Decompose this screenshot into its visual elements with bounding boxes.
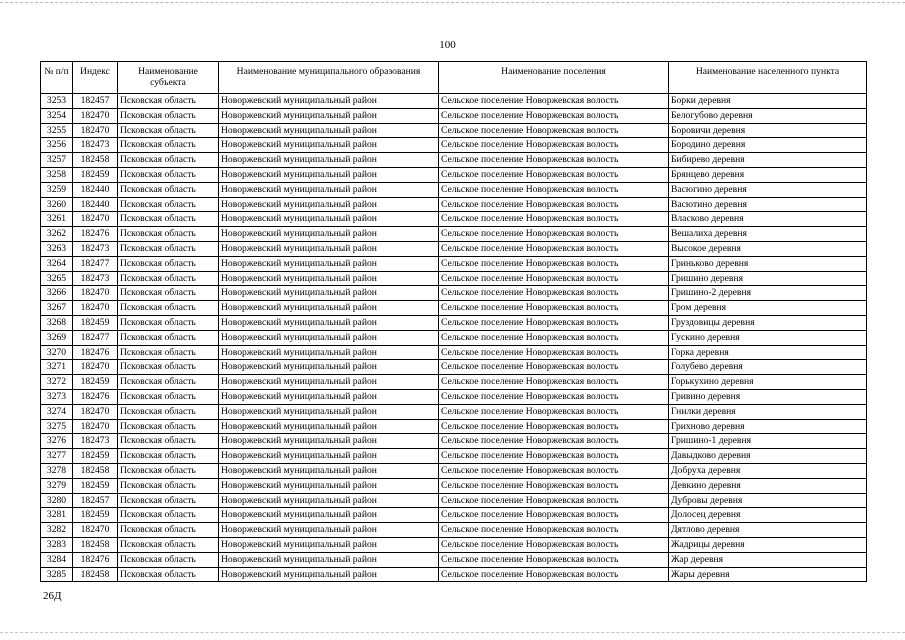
cell-municipality: Новоржевский муниципальный район: [219, 508, 439, 523]
cell-locality: Васютино деревня: [669, 197, 867, 212]
cell-locality: Гришино-2 деревня: [669, 286, 867, 301]
cell-subject: Псковская область: [118, 419, 219, 434]
table-row: [41, 389, 867, 404]
cell-locality: Жадрицы деревня: [669, 537, 867, 552]
cell-settlement: Сельское поселение Новоржевская волость: [439, 197, 669, 212]
cell-index: 182459: [73, 449, 118, 464]
table-row: [41, 212, 867, 227]
table-row: [41, 197, 867, 212]
table-row: [41, 419, 867, 434]
table-row: [41, 286, 867, 301]
cell-municipality: Новоржевский муниципальный район: [219, 138, 439, 153]
cell-subject: Псковская область: [118, 197, 219, 212]
cell-settlement: Сельское поселение Новоржевская волость: [439, 360, 669, 375]
table-row: [41, 523, 867, 538]
cell-settlement: Сельское поселение Новоржевская волость: [439, 449, 669, 464]
table-row: [41, 241, 867, 256]
cell-num: 3267: [41, 301, 73, 316]
cell-subject: Псковская область: [118, 523, 219, 538]
table-row: [41, 123, 867, 138]
table-row: [41, 315, 867, 330]
cell-index: 182458: [73, 153, 118, 168]
table-row: [41, 508, 867, 523]
cell-index: 182459: [73, 315, 118, 330]
cell-num: 3254: [41, 108, 73, 123]
cell-subject: Псковская область: [118, 108, 219, 123]
cell-subject: Псковская область: [118, 463, 219, 478]
cell-num: 3279: [41, 478, 73, 493]
cell-subject: Псковская область: [118, 404, 219, 419]
cell-locality: Жар деревня: [669, 552, 867, 567]
cell-settlement: Сельское поселение Новоржевская волость: [439, 345, 669, 360]
cell-locality: Гром деревня: [669, 301, 867, 316]
cell-num: 3276: [41, 434, 73, 449]
cell-settlement: Сельское поселение Новоржевская волость: [439, 94, 669, 109]
scan-edge-bottom: [0, 632, 905, 633]
cell-num: 3258: [41, 167, 73, 182]
cell-locality: Груздовицы деревня: [669, 315, 867, 330]
cell-subject: Псковская область: [118, 227, 219, 242]
header-settlement: Наименование поселения: [439, 62, 669, 94]
cell-municipality: Новоржевский муниципальный район: [219, 315, 439, 330]
table-row: [41, 182, 867, 197]
cell-municipality: Новоржевский муниципальный район: [219, 523, 439, 538]
cell-locality: Горка деревня: [669, 345, 867, 360]
cell-locality: Гришино деревня: [669, 271, 867, 286]
cell-settlement: Сельское поселение Новоржевская волость: [439, 286, 669, 301]
cell-locality: Долосец деревня: [669, 508, 867, 523]
cell-settlement: Сельское поселение Новоржевская волость: [439, 375, 669, 390]
header-num: № п/п: [41, 62, 73, 94]
cell-municipality: Новоржевский муниципальный район: [219, 227, 439, 242]
cell-subject: Псковская область: [118, 301, 219, 316]
cell-settlement: Сельское поселение Новоржевская волость: [439, 463, 669, 478]
table-row: [41, 360, 867, 375]
cell-index: 182440: [73, 197, 118, 212]
header-subject: Наименование субъекта: [118, 62, 219, 94]
cell-index: 182473: [73, 138, 118, 153]
cell-num: 3265: [41, 271, 73, 286]
cell-settlement: Сельское поселение Новоржевская волость: [439, 508, 669, 523]
cell-settlement: Сельское поселение Новоржевская волость: [439, 434, 669, 449]
cell-settlement: Сельское поселение Новоржевская волость: [439, 153, 669, 168]
cell-settlement: Сельское поселение Новоржевская волость: [439, 478, 669, 493]
cell-subject: Псковская область: [118, 123, 219, 138]
cell-municipality: Новоржевский муниципальный район: [219, 478, 439, 493]
cell-settlement: Сельское поселение Новоржевская волость: [439, 552, 669, 567]
cell-index: 182458: [73, 537, 118, 552]
cell-index: 182457: [73, 94, 118, 109]
cell-index: 182470: [73, 212, 118, 227]
table-header-row: [41, 62, 867, 94]
header-index: Индекс: [73, 62, 118, 94]
cell-num: 3271: [41, 360, 73, 375]
cell-subject: Псковская область: [118, 286, 219, 301]
cell-index: 182458: [73, 567, 118, 582]
cell-locality: Брянцево деревня: [669, 167, 867, 182]
cell-municipality: Новоржевский муниципальный район: [219, 330, 439, 345]
cell-settlement: Сельское поселение Новоржевская волость: [439, 389, 669, 404]
cell-index: 182473: [73, 241, 118, 256]
cell-municipality: Новоржевский муниципальный район: [219, 153, 439, 168]
cell-subject: Псковская область: [118, 138, 219, 153]
cell-settlement: Сельское поселение Новоржевская волость: [439, 167, 669, 182]
cell-locality: Высокое деревня: [669, 241, 867, 256]
cell-subject: Псковская область: [118, 167, 219, 182]
cell-subject: Псковская область: [118, 449, 219, 464]
cell-index: 182473: [73, 434, 118, 449]
cell-municipality: Новоржевский муниципальный район: [219, 271, 439, 286]
localities-table: [40, 61, 867, 582]
cell-index: 182470: [73, 523, 118, 538]
cell-subject: Псковская область: [118, 508, 219, 523]
cell-municipality: Новоржевский муниципальный район: [219, 123, 439, 138]
table-row: [41, 463, 867, 478]
cell-municipality: Новоржевский муниципальный район: [219, 345, 439, 360]
table-row: [41, 94, 867, 109]
cell-index: 182459: [73, 375, 118, 390]
cell-locality: Горькухино деревня: [669, 375, 867, 390]
cell-municipality: Новоржевский муниципальный район: [219, 108, 439, 123]
cell-settlement: Сельское поселение Новоржевская волость: [439, 567, 669, 582]
cell-locality: Гришино-1 деревня: [669, 434, 867, 449]
cell-index: 182476: [73, 552, 118, 567]
cell-subject: Псковская область: [118, 389, 219, 404]
cell-subject: Псковская область: [118, 182, 219, 197]
page-number: 100: [439, 39, 456, 51]
cell-subject: Псковская область: [118, 330, 219, 345]
cell-locality: Вешалиха деревня: [669, 227, 867, 242]
cell-num: 3264: [41, 256, 73, 271]
cell-locality: Давыдково деревня: [669, 449, 867, 464]
table-row: [41, 227, 867, 242]
cell-locality: Борки деревня: [669, 94, 867, 109]
cell-num: 3285: [41, 567, 73, 582]
cell-num: 3256: [41, 138, 73, 153]
cell-municipality: Новоржевский муниципальный район: [219, 463, 439, 478]
cell-num: 3278: [41, 463, 73, 478]
cell-index: 182470: [73, 404, 118, 419]
cell-settlement: Сельское поселение Новоржевская волость: [439, 330, 669, 345]
cell-index: 182457: [73, 493, 118, 508]
cell-locality: Власково деревня: [669, 212, 867, 227]
cell-subject: Псковская область: [118, 567, 219, 582]
cell-num: 3277: [41, 449, 73, 464]
cell-subject: Псковская область: [118, 360, 219, 375]
cell-settlement: Сельское поселение Новоржевская волость: [439, 138, 669, 153]
cell-index: 182470: [73, 108, 118, 123]
cell-municipality: Новоржевский муниципальный район: [219, 182, 439, 197]
cell-subject: Псковская область: [118, 537, 219, 552]
header-municipality: Наименование муниципального образования: [219, 62, 439, 94]
cell-locality: Девкино деревня: [669, 478, 867, 493]
cell-municipality: Новоржевский муниципальный район: [219, 537, 439, 552]
cell-index: 182470: [73, 301, 118, 316]
cell-subject: Псковская область: [118, 256, 219, 271]
cell-subject: Псковская область: [118, 434, 219, 449]
cell-num: 3261: [41, 212, 73, 227]
cell-num: 3268: [41, 315, 73, 330]
cell-settlement: Сельское поселение Новоржевская волость: [439, 523, 669, 538]
cell-locality: Боровичи деревня: [669, 123, 867, 138]
cell-locality: Голубево деревня: [669, 360, 867, 375]
cell-index: 182476: [73, 345, 118, 360]
cell-municipality: Новоржевский муниципальный район: [219, 256, 439, 271]
cell-municipality: Новоржевский муниципальный район: [219, 241, 439, 256]
table-row: [41, 256, 867, 271]
table-row: [41, 167, 867, 182]
table-row: [41, 330, 867, 345]
cell-subject: Псковская область: [118, 315, 219, 330]
cell-index: 182440: [73, 182, 118, 197]
cell-settlement: Сельское поселение Новоржевская волость: [439, 108, 669, 123]
table-row: [41, 271, 867, 286]
cell-settlement: Сельское поселение Новоржевская волость: [439, 537, 669, 552]
cell-num: 3253: [41, 94, 73, 109]
table-row: [41, 301, 867, 316]
cell-locality: Гускино деревня: [669, 330, 867, 345]
cell-num: 3280: [41, 493, 73, 508]
cell-index: 182476: [73, 389, 118, 404]
table-row: [41, 345, 867, 360]
cell-subject: Псковская область: [118, 153, 219, 168]
cell-settlement: Сельское поселение Новоржевская волость: [439, 227, 669, 242]
cell-subject: Псковская область: [118, 375, 219, 390]
cell-index: 182476: [73, 227, 118, 242]
cell-index: 182470: [73, 360, 118, 375]
cell-index: 182459: [73, 478, 118, 493]
table-row: [41, 108, 867, 123]
table-row: [41, 153, 867, 168]
cell-settlement: Сельское поселение Новоржевская волость: [439, 212, 669, 227]
cell-num: 3262: [41, 227, 73, 242]
table-row: [41, 552, 867, 567]
cell-locality: Дубровы деревня: [669, 493, 867, 508]
cell-num: 3274: [41, 404, 73, 419]
table-body: [41, 94, 867, 582]
cell-municipality: Новоржевский муниципальный район: [219, 167, 439, 182]
header-locality: Наименование населенного пункта: [669, 62, 867, 94]
cell-municipality: Новоржевский муниципальный район: [219, 449, 439, 464]
cell-locality: Бибирево деревня: [669, 153, 867, 168]
cell-index: 182470: [73, 123, 118, 138]
cell-municipality: Новоржевский муниципальный район: [219, 567, 439, 582]
cell-settlement: Сельское поселение Новоржевская волость: [439, 404, 669, 419]
cell-municipality: Новоржевский муниципальный район: [219, 286, 439, 301]
cell-index: 182473: [73, 271, 118, 286]
cell-municipality: Новоржевский муниципальный район: [219, 375, 439, 390]
cell-subject: Псковская область: [118, 552, 219, 567]
cell-num: 3272: [41, 375, 73, 390]
cell-municipality: Новоржевский муниципальный район: [219, 212, 439, 227]
cell-num: 3283: [41, 537, 73, 552]
cell-index: 182477: [73, 256, 118, 271]
cell-subject: Псковская область: [118, 271, 219, 286]
table-row: [41, 449, 867, 464]
cell-municipality: Новоржевский муниципальный район: [219, 360, 439, 375]
cell-locality: Дятлово деревня: [669, 523, 867, 538]
cell-index: 182458: [73, 463, 118, 478]
cell-settlement: Сельское поселение Новоржевская волость: [439, 241, 669, 256]
cell-num: 3259: [41, 182, 73, 197]
cell-num: 3269: [41, 330, 73, 345]
cell-municipality: Новоржевский муниципальный район: [219, 552, 439, 567]
cell-subject: Псковская область: [118, 345, 219, 360]
cell-locality: Добруха деревня: [669, 463, 867, 478]
cell-settlement: Сельское поселение Новоржевская волость: [439, 301, 669, 316]
cell-settlement: Сельское поселение Новоржевская волость: [439, 123, 669, 138]
cell-subject: Псковская область: [118, 478, 219, 493]
cell-num: 3282: [41, 523, 73, 538]
cell-subject: Псковская область: [118, 493, 219, 508]
cell-num: 3255: [41, 123, 73, 138]
cell-municipality: Новоржевский муниципальный район: [219, 419, 439, 434]
cell-municipality: Новоржевский муниципальный район: [219, 301, 439, 316]
cell-index: 182477: [73, 330, 118, 345]
cell-settlement: Сельское поселение Новоржевская волость: [439, 419, 669, 434]
cell-index: 182459: [73, 167, 118, 182]
table-row: [41, 493, 867, 508]
cell-settlement: Сельское поселение Новоржевская волость: [439, 271, 669, 286]
cell-locality: Гнилки деревня: [669, 404, 867, 419]
cell-num: 3273: [41, 389, 73, 404]
cell-settlement: Сельское поселение Новоржевская волость: [439, 493, 669, 508]
cell-num: 3266: [41, 286, 73, 301]
cell-index: 182470: [73, 286, 118, 301]
table-row: [41, 138, 867, 153]
cell-municipality: Новоржевский муниципальный район: [219, 493, 439, 508]
cell-num: 3281: [41, 508, 73, 523]
table-row: [41, 404, 867, 419]
cell-locality: Жары деревня: [669, 567, 867, 582]
cell-locality: Грихново деревня: [669, 419, 867, 434]
cell-locality: Белогубово деревня: [669, 108, 867, 123]
cell-num: 3284: [41, 552, 73, 567]
cell-settlement: Сельское поселение Новоржевская волость: [439, 256, 669, 271]
footer-code: 26Д: [43, 590, 62, 602]
cell-locality: Васюгино деревня: [669, 182, 867, 197]
cell-municipality: Новоржевский муниципальный район: [219, 94, 439, 109]
cell-municipality: Новоржевский муниципальный район: [219, 389, 439, 404]
cell-locality: Гривино деревня: [669, 389, 867, 404]
cell-num: 3263: [41, 241, 73, 256]
table-row: [41, 537, 867, 552]
cell-num: 3275: [41, 419, 73, 434]
cell-num: 3257: [41, 153, 73, 168]
table-row: [41, 375, 867, 390]
scan-edge-top: [0, 2, 905, 3]
cell-num: 3270: [41, 345, 73, 360]
cell-settlement: Сельское поселение Новоржевская волость: [439, 182, 669, 197]
cell-index: 182459: [73, 508, 118, 523]
cell-index: 182470: [73, 419, 118, 434]
table-row: [41, 434, 867, 449]
cell-subject: Псковская область: [118, 94, 219, 109]
cell-subject: Псковская область: [118, 241, 219, 256]
cell-settlement: Сельское поселение Новоржевская волость: [439, 315, 669, 330]
table-row: [41, 567, 867, 582]
cell-municipality: Новоржевский муниципальный район: [219, 404, 439, 419]
cell-subject: Псковская область: [118, 212, 219, 227]
cell-locality: Гриньково деревня: [669, 256, 867, 271]
cell-num: 3260: [41, 197, 73, 212]
table-row: [41, 478, 867, 493]
cell-locality: Бородино деревня: [669, 138, 867, 153]
cell-municipality: Новоржевский муниципальный район: [219, 434, 439, 449]
cell-municipality: Новоржевский муниципальный район: [219, 197, 439, 212]
